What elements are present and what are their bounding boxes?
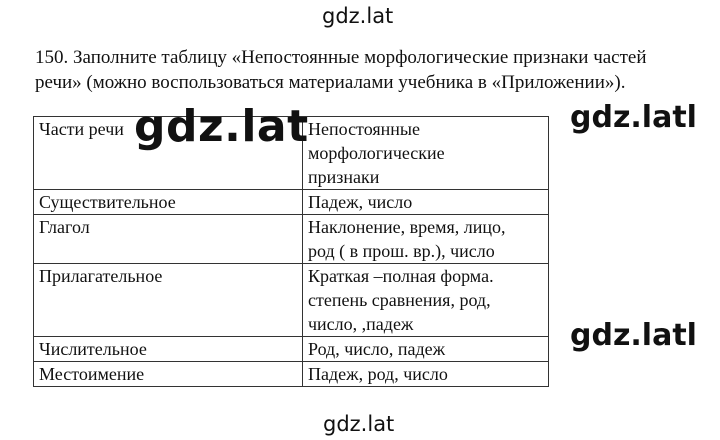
header-parts-of-speech: Части речи bbox=[34, 117, 303, 190]
features-line: Краткая –полная форма. bbox=[308, 266, 494, 286]
part-cell: Глагол bbox=[34, 215, 303, 264]
table-row bbox=[34, 190, 549, 215]
header-features-line: Непостоянные bbox=[308, 119, 420, 139]
features-line: род ( в прош. вр.), число bbox=[308, 241, 495, 261]
features-cell bbox=[303, 190, 549, 215]
features-line: Род, число, падеж bbox=[308, 339, 446, 359]
part-cell: Прилагательное bbox=[34, 264, 303, 337]
part-cell: Существительное bbox=[34, 190, 303, 215]
features-cell bbox=[303, 362, 549, 387]
watermark-top: gdz.lat bbox=[322, 4, 394, 28]
task-line-2: речи» (можно воспользоваться материалами учебника в «Приложении»). bbox=[35, 72, 626, 93]
features-cell bbox=[303, 264, 549, 337]
features-cell bbox=[303, 337, 549, 362]
watermark-bottom: gdz.lat bbox=[323, 412, 395, 436]
part-cell: Числительное bbox=[34, 337, 303, 362]
task-line-1: 150. Заполните таблицу «Непостоянные морфологические признаки частей bbox=[35, 47, 647, 68]
table-row bbox=[34, 362, 549, 387]
features-line: Падеж, род, число bbox=[308, 364, 448, 384]
features-line: степень сравнения, род, bbox=[308, 290, 491, 310]
watermark-large: gdz.lat bbox=[134, 101, 309, 152]
header-features bbox=[303, 117, 549, 190]
table-row bbox=[34, 215, 549, 264]
morphology-table bbox=[33, 116, 549, 387]
table-row bbox=[34, 337, 549, 362]
features-cell bbox=[303, 215, 549, 264]
header-features-line: признаки bbox=[308, 167, 380, 187]
watermark-right-upper: gdz.latl bbox=[570, 100, 697, 135]
table-row bbox=[34, 264, 549, 337]
watermark-right-lower: gdz.latl bbox=[570, 318, 697, 353]
header-features-line: морфологические bbox=[308, 143, 445, 163]
features-line: Падеж, число bbox=[308, 192, 413, 212]
task-text bbox=[35, 45, 715, 95]
features-line: Наклонение, время, лицо, bbox=[308, 217, 506, 237]
part-cell: Местоимение bbox=[34, 362, 303, 387]
features-line: число, ,падеж bbox=[308, 314, 414, 334]
